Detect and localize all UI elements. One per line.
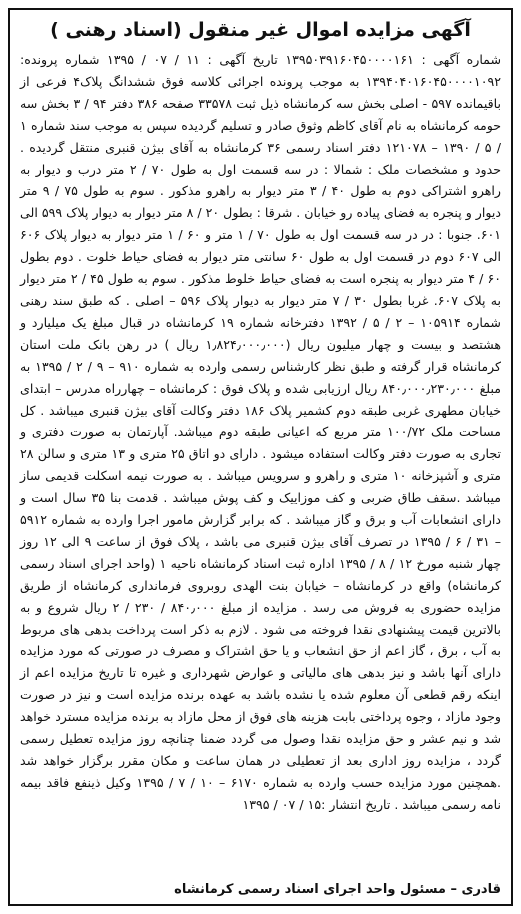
notice-body: شماره آگهی : ۱۳۹۵۰۳۹۱۶۰۴۵۰۰۰۰۱۶۱ تاریخ آگهی : ۱۱ / ۰۷ / ۱۳۹۵ شماره پرونده: ۱۳۹۴۰۴۰۱۶۰۴۵۰۰۰۰۱۰۹۲ به موجب پرونده اجرائی کلاسه فوق ششدانگ پلاک۴ فرعی از باقیمانده ۵۹۷ - اصلی بخش سه کرمانشاه ذیل ثبت ۳۳۵۷۸ صفحه ۳۸۶ دفتر ۹۴ / ۳ بخش سه حومه کرمانشاه به نام آقای کاظم وثوق صادر و تسلیم گردیده سپس به موجب سند شماره ۱ / ۵ / ۱۳۹۰ – ۱۲۱۰۷۸ دفتر اسناد رسمی ۳۶ کرمانشاه به آقای بیژن قنبری منتقل گردیده . حدود و مشخصات ملک : شمالا : در سه قسمت اول به طول ۷۰ / ۲ متر درب و دیوار به راهرو اشتراکی دوم به طول ۴۰ / ۳ متر دیوار به راهرو مذکور . سوم به طول ۷۵ / ۹ متر دیوار و پنجره به فضای پیاده رو خیابان . شرقا : بطول ۲۰ / ۸ متر دیوار به دیوار پلاک ۵۹۹ الی ۶۰۱. جنوبا : در در سه قسمت اول به طول ۷۰ / ۱ متر و ۶۰ / ۱ متر دیوار به دیوار پلاک ۶۰۶ الی ۶۰۷ دوم در قسمت اول به طول ۶۰ سانتی متر دیوار به فضای حیاط خلوت . دوم بطول ۶۰ / ۴ متر دیوار به پنجره است به فضای حیاط خلوط مذکور . سوم به طول ۴۵ / ۲ متر دیوار به پلاک ۶۰۷. غربا بطول ۳۰ / ۷ متر دیوار به دیوار پلاک ۵۹۶ – اصلی . که طبق سند رهنی شماره ۱۰۵۹۱۴ – ۲ / ۵ / ۱۳۹۲ دفترخانه شماره ۱۹ کرمانشاه در قبال مبلغ یک میلیارد و هشتصد و بیست و چهار میلیون ریال (۱٫۸۲۴٫۰۰۰٫۰۰۰ ریال ) در رهن بانک ملت استان کرمانشاه قرار گرفته و طبق نظر کارشناس رسمی وارده به شماره ۹۱۰ – ۹ / ۲ / ۱۳۹۵ به مبلغ ۸۴۰٫۰۰۰٫۲۳۰٫۰۰۰ ریال ارزیابی شده و پلاک فوق : کرمانشاه – چهارراه مدرس – ابتدای خیابان مطهری غربی طبقه دوم کشمیر پلاک ۱۸۶ دفتر وکالت آقای بیژن قنبری میباشد . کل مساحت ملک ۱۰۰/۷۲ متر مربع که اعیانی طبقه دوم میباشد. آپارتمان به صورت دفتری و تجاری به صورت دفتر وکالت استفاده میشود . دارای دو اتاق ۲۵ متری و ۱۳ متری و سالن ۲۸ متری و آشپزخانه ۱۰ متری و راهرو و سرویس میباشد . به صورت نیمه اسکلت قدیمی ساز میباشد .سقف طاق ضربی و کف موزاییک و کف پوش میباشد . قدمت بنا ۳۵ سال است و دارای انشعابات آب و برق و گاز میباشد . که برابر گزارش مامور اجرا وارده به شماره ۵۹۱۲ – ۳۱ / ۶ / ۱۳۹۵ در تصرف آقای بیژن قنبری می باشد ، پلاک فوق از ساعت ۹ الی ۱۲ روز چهار شنبه مورخ ۱۲ / ۸ / ۱۳۹۵ اداره ثبت اسناد کرمانشاه ناحیه ۱ (واحد اجرای اسناد رسمی کرمانشاه) واقع در کرمانشاه – خیابان بنت الهدی روبروی فرمانداری کرمانشاه از طریق مزایده حضوری به فروش می رسد . مزایده از مبلغ ۸۴۰٫۰۰۰ / ۲۳۰ / ۲ ریال شروع و به بالاترین قیمت پیشنهادی نقدا فروخته می شود . لازم به ذکر است پرداخت بدهی های مربوط به آب ، برق ، گاز اعم از حق انشعاب و یا حق اشتراک و مصرف در صورتی که مورد مزایده دارای آنها باشد و نیز بدهی های مالیاتی و عوارض شهرداری و غیره تا تاریخ مزایده اعم از اینکه رقم قطعی آن معلوم شده یا نشده باشد به عهده برنده مزایده است و نیز در صورت وجود مازاد ، وجوه پرداختی بابت هزینه های فوق از محل مازاد به برنده مزایده مسترد خواهد شد و نیم عشر و حق مزایده نقدا وصول می گردد ضمنا چنانچه روز مزایده تعطیل رسمی گردد ، مزایده روز اداری بعد از تعطیلی در همان ساعت و مکان مقرر برگزار خواهد شد .همچنین مورد مزایده حسب وارده به شماره ۶۱۷۰ – ۱۰ / ۷ / ۱۳۹۵ وکیل ذینفع فاقد بیمه نامه رسمی میباشد . تاریخ انتشار :۱۵ / ۰۷ / ۱۳۹۵ — [20, 52, 502, 812]
notice-signature: قادری – مسئول واحد اجرای اسناد رسمی کرمانشاه — [174, 882, 501, 897]
notice-title: آگهی مزایده اموال غیر منقول (اسناد رهنی ) — [50, 19, 471, 41]
auction-notice — [8, 8, 513, 906]
